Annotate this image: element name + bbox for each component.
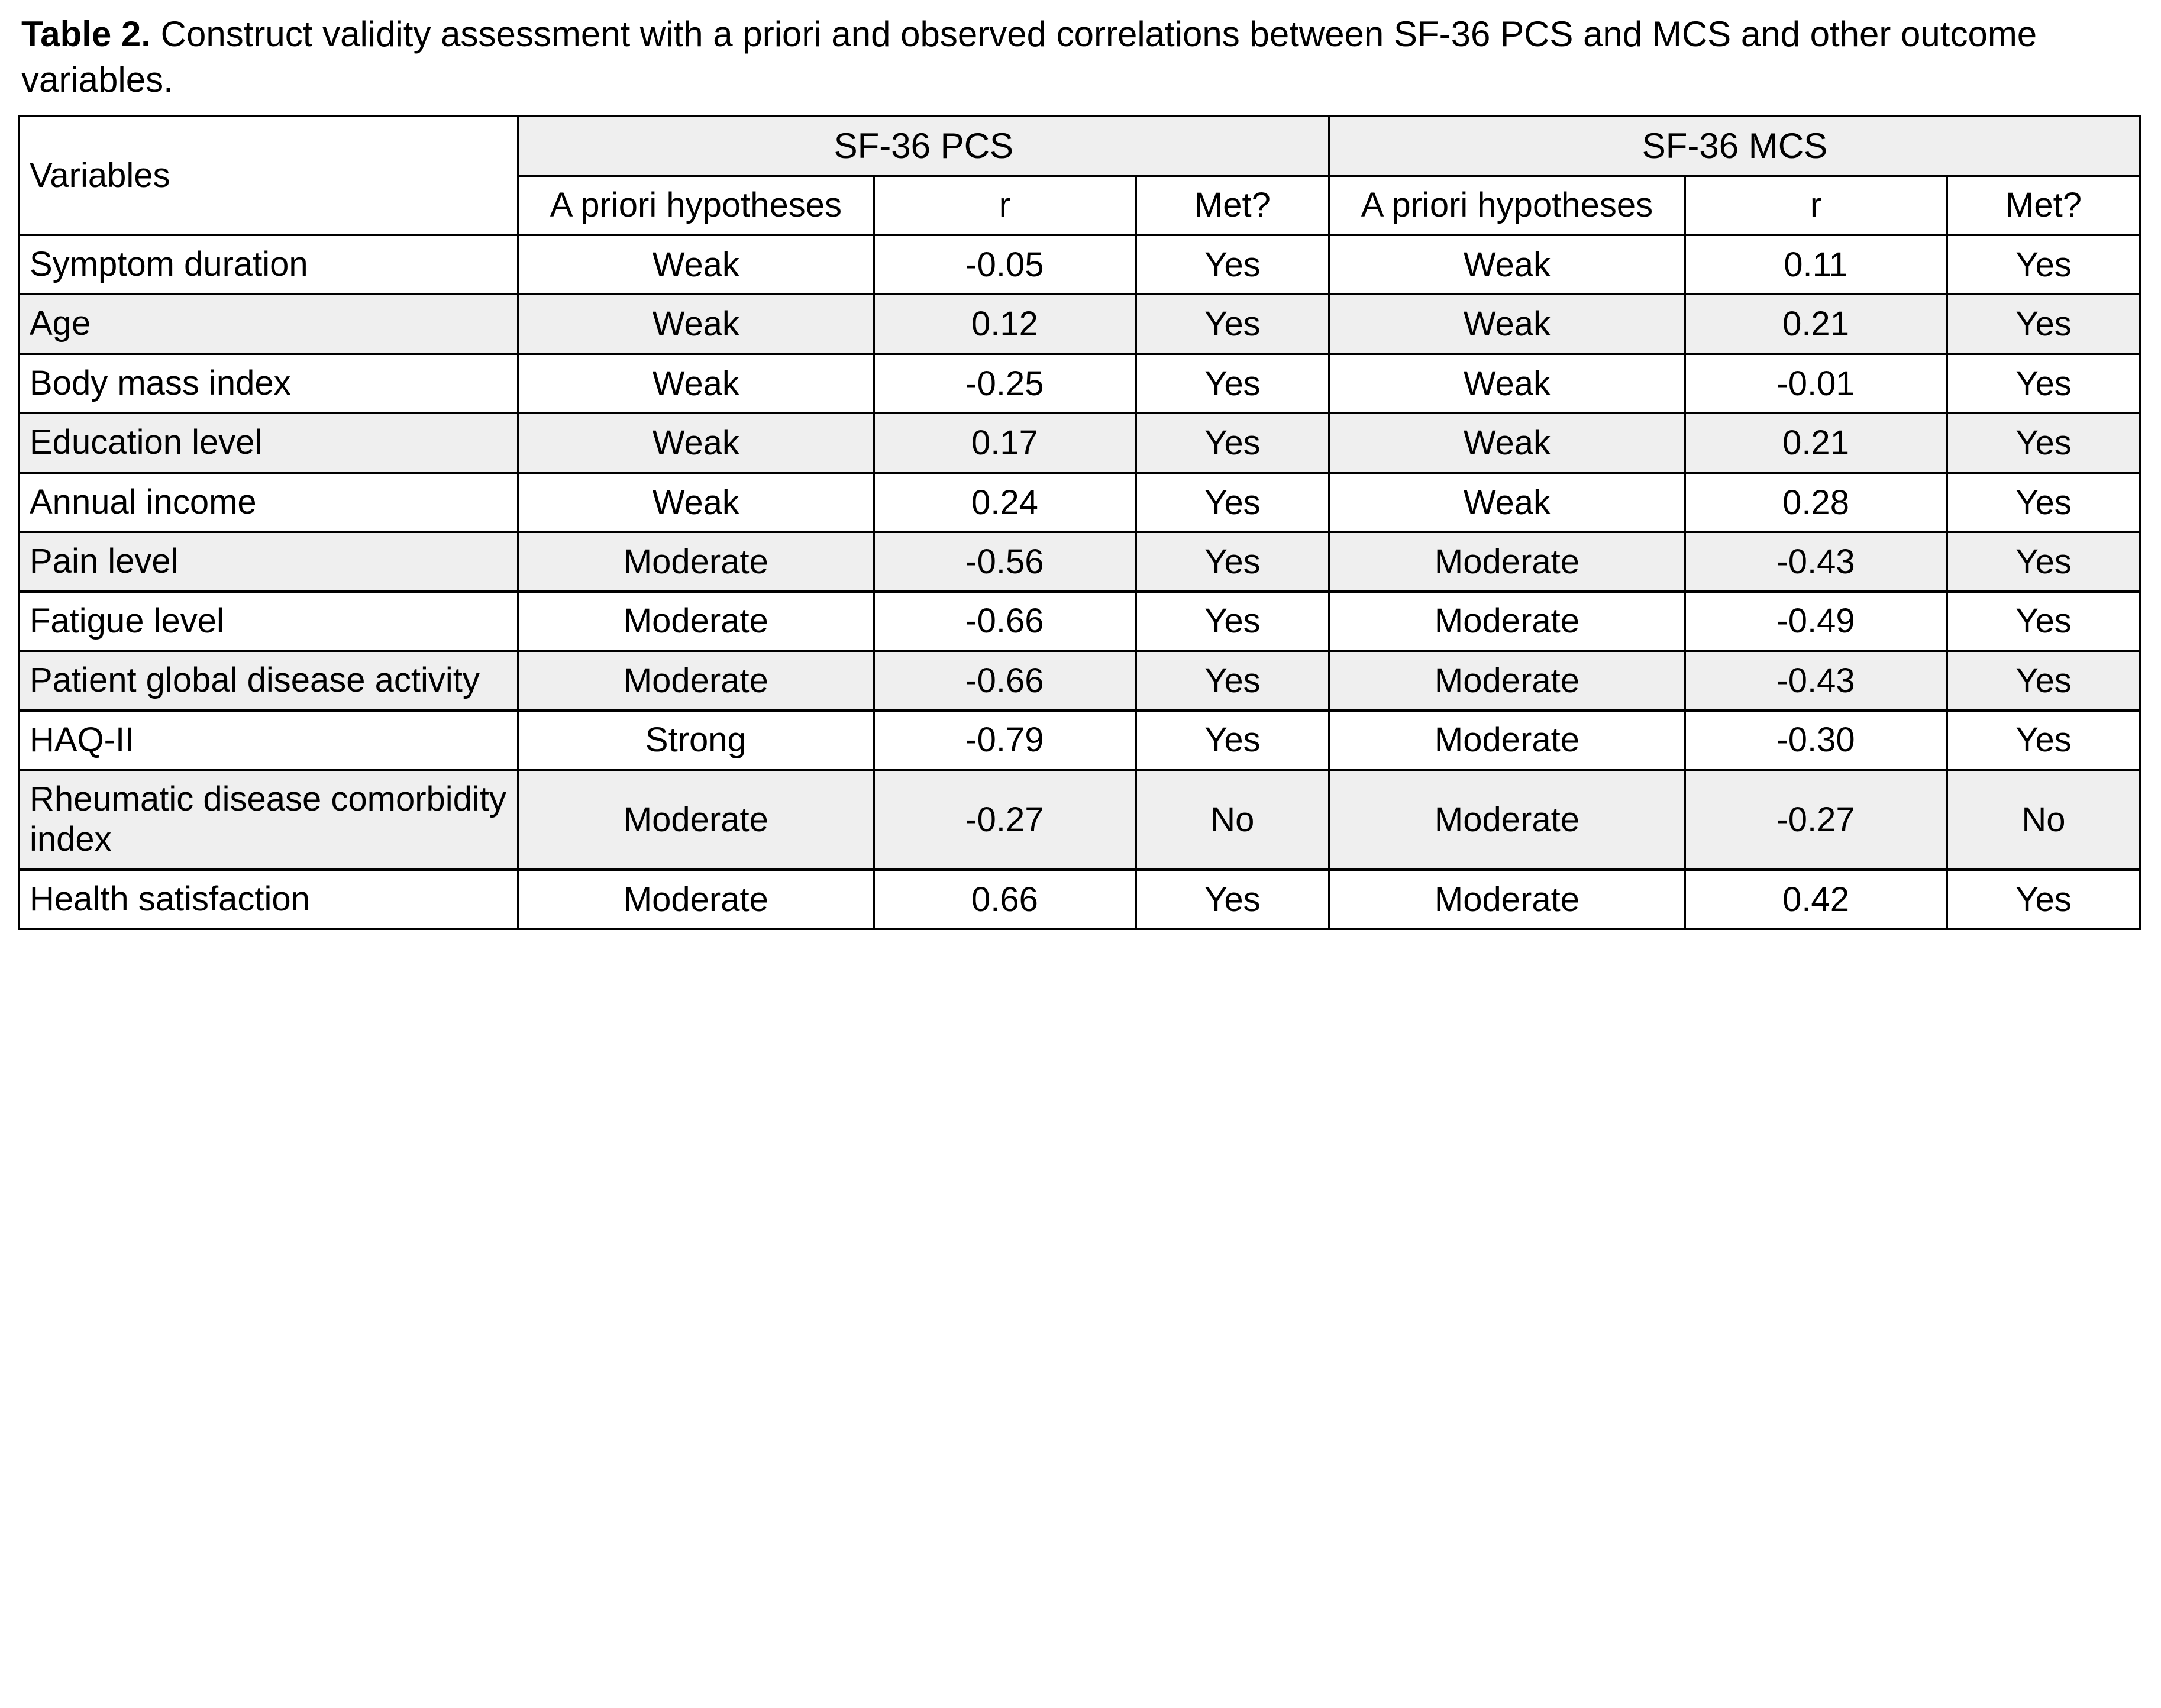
header-group-pcs: SF-36 PCS — [518, 116, 1329, 176]
cell-mcs-hypothesis: Moderate — [1329, 870, 1685, 929]
cell-pcs-r: -0.25 — [874, 354, 1136, 413]
cell-pcs-r: -0.79 — [874, 711, 1136, 770]
cell-pcs-hypothesis: Weak — [518, 354, 874, 413]
cell-mcs-met: Yes — [1947, 532, 2140, 591]
cell-mcs-r: 0.42 — [1685, 870, 1947, 929]
header-group-mcs: SF-36 MCS — [1329, 116, 2140, 176]
cell-mcs-r: 0.11 — [1685, 235, 1947, 294]
caption-text: Construct validity assessment with a priori and observed correlations between SF-36 PCS and MCS and other outcome variables. — [21, 14, 2037, 99]
header-mcs-r: r — [1685, 176, 1947, 235]
cell-pcs-met: Yes — [1136, 532, 1329, 591]
header-mcs-hypotheses: A priori hypotheses — [1329, 176, 1685, 235]
cell-mcs-met: Yes — [1947, 354, 2140, 413]
table-row — [19, 532, 2140, 591]
header-pcs-r: r — [874, 176, 1136, 235]
table-body — [19, 235, 2140, 929]
cell-variable: Body mass index — [19, 354, 518, 413]
table-row — [19, 473, 2140, 532]
cell-pcs-hypothesis: Weak — [518, 235, 874, 294]
cell-pcs-hypothesis: Weak — [518, 413, 874, 472]
cell-variable: Age — [19, 294, 518, 353]
cell-pcs-met: Yes — [1136, 473, 1329, 532]
cell-pcs-hypothesis: Moderate — [518, 770, 874, 870]
header-pcs-hypotheses: A priori hypotheses — [518, 176, 874, 235]
cell-pcs-hypothesis: Moderate — [518, 532, 874, 591]
cell-mcs-hypothesis: Weak — [1329, 235, 1685, 294]
table-row — [19, 870, 2140, 929]
cell-mcs-r: 0.21 — [1685, 413, 1947, 472]
cell-pcs-hypothesis: Strong — [518, 711, 874, 770]
construct-validity-table — [18, 115, 2141, 931]
cell-mcs-hypothesis: Moderate — [1329, 770, 1685, 870]
cell-pcs-met: Yes — [1136, 235, 1329, 294]
table-row — [19, 711, 2140, 770]
cell-mcs-met: No — [1947, 770, 2140, 870]
cell-mcs-hypothesis: Moderate — [1329, 651, 1685, 710]
cell-mcs-hypothesis: Weak — [1329, 413, 1685, 472]
table-row — [19, 651, 2140, 710]
cell-mcs-met: Yes — [1947, 651, 2140, 710]
table-row — [19, 354, 2140, 413]
cell-pcs-r: -0.66 — [874, 592, 1136, 651]
cell-pcs-r: 0.66 — [874, 870, 1136, 929]
cell-mcs-r: -0.43 — [1685, 651, 1947, 710]
cell-mcs-met: Yes — [1947, 235, 2140, 294]
table-caption — [21, 12, 2127, 103]
cell-mcs-met: Yes — [1947, 592, 2140, 651]
cell-pcs-met: Yes — [1136, 294, 1329, 353]
table-row — [19, 770, 2140, 870]
cell-mcs-met: Yes — [1947, 870, 2140, 929]
cell-pcs-hypothesis: Moderate — [518, 592, 874, 651]
table-row — [19, 235, 2140, 294]
cell-pcs-r: 0.24 — [874, 473, 1136, 532]
cell-mcs-r: -0.30 — [1685, 711, 1947, 770]
cell-mcs-r: 0.28 — [1685, 473, 1947, 532]
header-variables: Variables — [19, 116, 518, 235]
cell-variable: HAQ-II — [19, 711, 518, 770]
cell-mcs-hypothesis: Weak — [1329, 294, 1685, 353]
cell-mcs-r: -0.49 — [1685, 592, 1947, 651]
cell-pcs-hypothesis: Weak — [518, 294, 874, 353]
cell-pcs-r: -0.56 — [874, 532, 1136, 591]
cell-pcs-hypothesis: Weak — [518, 473, 874, 532]
caption-label: Table 2. — [21, 14, 151, 54]
cell-pcs-met: Yes — [1136, 413, 1329, 472]
cell-pcs-met: Yes — [1136, 592, 1329, 651]
cell-variable: Annual income — [19, 473, 518, 532]
cell-variable: Rheumatic disease comorbidity index — [19, 770, 518, 870]
cell-mcs-r: -0.01 — [1685, 354, 1947, 413]
cell-pcs-r: -0.05 — [874, 235, 1136, 294]
cell-mcs-r: -0.27 — [1685, 770, 1947, 870]
table-row — [19, 592, 2140, 651]
table-row — [19, 294, 2140, 353]
table-header-row-groups — [19, 116, 2140, 176]
cell-variable: Health satisfaction — [19, 870, 518, 929]
table-header — [19, 116, 2140, 235]
cell-pcs-met: No — [1136, 770, 1329, 870]
cell-pcs-r: 0.12 — [874, 294, 1136, 353]
cell-pcs-met: Yes — [1136, 711, 1329, 770]
cell-variable: Pain level — [19, 532, 518, 591]
header-mcs-met: Met? — [1947, 176, 2140, 235]
cell-mcs-r: -0.43 — [1685, 532, 1947, 591]
cell-mcs-met: Yes — [1947, 294, 2140, 353]
cell-mcs-r: 0.21 — [1685, 294, 1947, 353]
header-pcs-met: Met? — [1136, 176, 1329, 235]
cell-mcs-hypothesis: Weak — [1329, 473, 1685, 532]
cell-pcs-r: -0.27 — [874, 770, 1136, 870]
cell-mcs-hypothesis: Weak — [1329, 354, 1685, 413]
cell-pcs-hypothesis: Moderate — [518, 870, 874, 929]
cell-pcs-hypothesis: Moderate — [518, 651, 874, 710]
cell-pcs-r: -0.66 — [874, 651, 1136, 710]
cell-pcs-r: 0.17 — [874, 413, 1136, 472]
cell-pcs-met: Yes — [1136, 354, 1329, 413]
cell-mcs-met: Yes — [1947, 413, 2140, 472]
cell-variable: Education level — [19, 413, 518, 472]
cell-mcs-met: Yes — [1947, 711, 2140, 770]
cell-mcs-hypothesis: Moderate — [1329, 532, 1685, 591]
cell-mcs-met: Yes — [1947, 473, 2140, 532]
cell-variable: Patient global disease activity — [19, 651, 518, 710]
table-row — [19, 413, 2140, 472]
cell-pcs-met: Yes — [1136, 870, 1329, 929]
cell-variable: Symptom duration — [19, 235, 518, 294]
cell-mcs-hypothesis: Moderate — [1329, 711, 1685, 770]
cell-pcs-met: Yes — [1136, 651, 1329, 710]
cell-mcs-hypothesis: Moderate — [1329, 592, 1685, 651]
cell-variable: Fatigue level — [19, 592, 518, 651]
